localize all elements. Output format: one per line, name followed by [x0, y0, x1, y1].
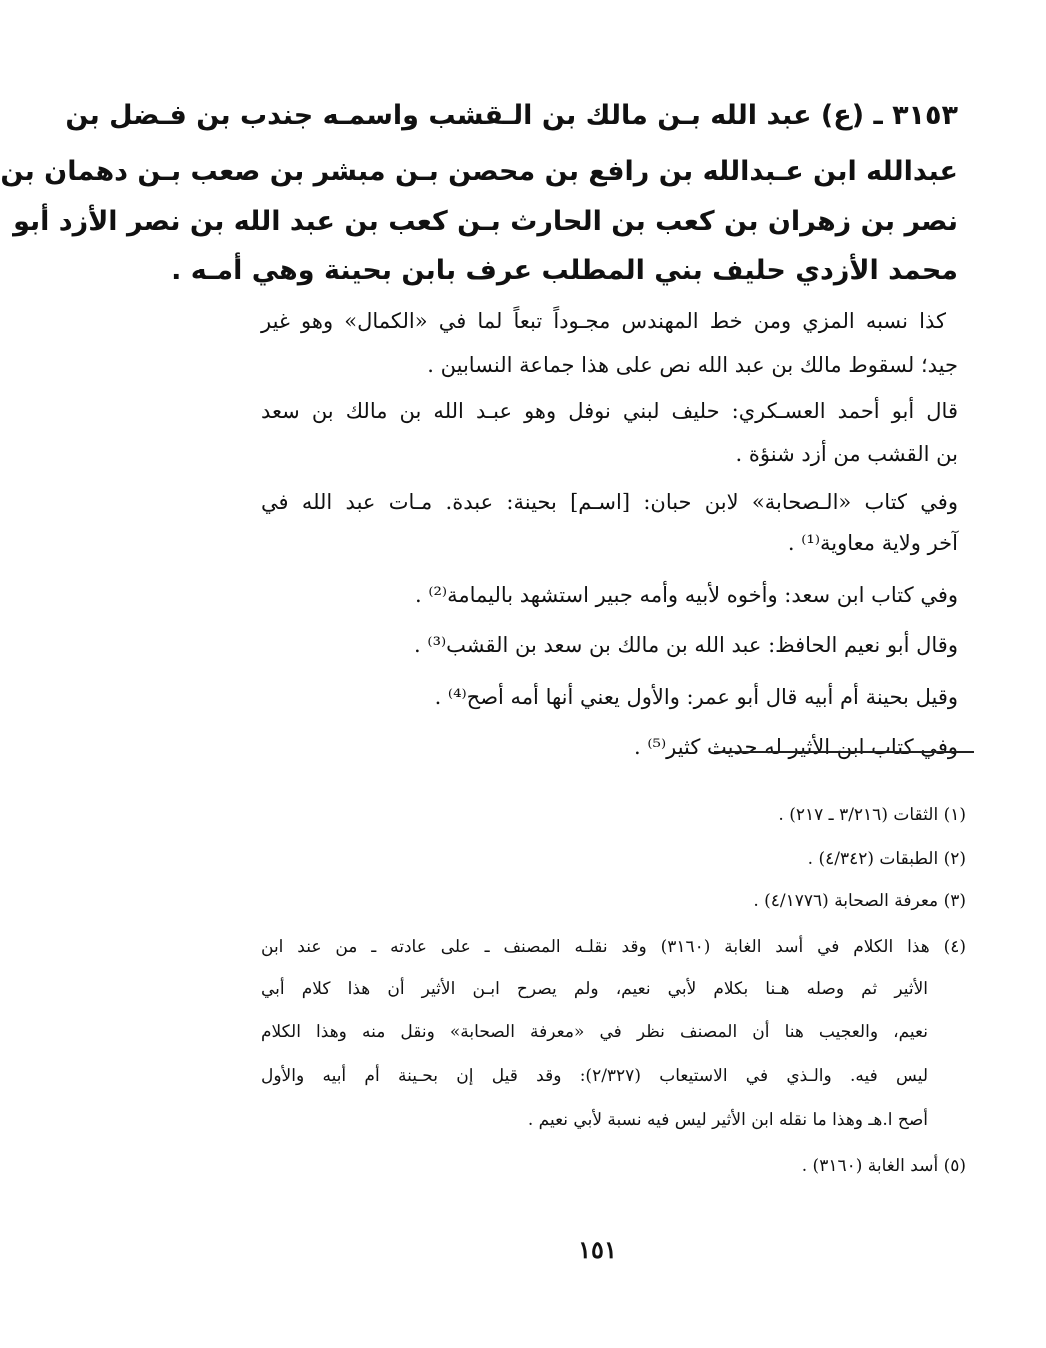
footnote-line: (٢) الطبقات (٤/٣٤٢) .	[807, 849, 966, 869]
paragraph-line: كذا نسبه المزي ومن خط المهندس مجـوداً تبعاً لما في «الكمال» وهو غير	[261, 309, 946, 333]
heading-line: محمد الأزدي حليف بني المطلب عرف بابن بحينة وهي أمـه .	[171, 255, 958, 286]
footnote-line: نعيم، والعجيب هنا أن المصنف نظر في «معرفة الصحابة» ونقل منه وهذا الكلام	[261, 1022, 928, 1042]
heading-line: عبدالله ابن عـبدالله بن رافع بن محصن بـن مبشر بن صعب بـن دهمان بن	[0, 156, 958, 187]
paragraph-line: وفي كتاب ابن سعد: وأخوه لأبيه وأمه جبير استشهد باليمامة⁽²⁾ .	[414, 583, 958, 607]
paragraph-line: آخر ولاية معاوية⁽¹⁾ .	[787, 531, 958, 555]
footnote-line: الأثير ثم وصله هـنا بكلام لأبي نعيم، ولم يصرح ابـن الأثير أن هذا كلام أبي	[261, 979, 928, 999]
paragraph-line: وقال أبو نعيم الحافظ: عبد الله بن مالك بن سعد بن القشب⁽³⁾ .	[414, 633, 958, 657]
paragraph-line: وفي كتاب «الـصحابة» لابن حبان: [اسـم] بحينة: عبدة. مـات عبد الله في	[261, 490, 958, 514]
paragraph-line: قال أبو أحمد العسـكري: حليف لبني نوفل وهو عبـد الله بن مالك بن سعد	[261, 399, 958, 423]
footnote-line: ليس فيه. والـذي في الاستيعاب (٢/٣٢٧): وقد قيل إن بحـينة أم أبيه والأول	[261, 1066, 928, 1086]
heading-line: ٣١٥٣ ـ (ع) عبد الله بـن مالك بن الـقشب واسمـه جندب بن فـضل بن	[65, 100, 958, 131]
paragraph-line: وقيل بحينة أم أبيه قال أبو عمر: والأول يعني أنها أمه أصح⁽⁴⁾ .	[434, 685, 958, 709]
footnote-separator	[714, 751, 974, 753]
footnote-line: (٥) أسد الغابة (٣١٦٠) .	[801, 1156, 966, 1176]
footnote-line: (١) الثقات (٣/٢١٦ ـ ٢١٧) .	[778, 805, 966, 825]
footnote-line: (٣) معرفة الصحابة (٤/١٧٧٦) .	[753, 891, 966, 911]
footnote-line: (٤) هذا الكلام في أسد الغابة (٣١٦٠) وقد نقلـه المصنف ـ على عادته ـ من عند ابن	[261, 937, 967, 957]
page-number: ١٥١	[578, 1235, 617, 1264]
paragraph-line: وفي كتاب ابن الأثير له حديث كثير⁽⁵⁾ .	[634, 735, 958, 759]
footnote-line: أصح ا.هـ وهذا ما نقله ابن الأثير ليس فيه نسبة لأبي نعيم .	[527, 1110, 928, 1130]
paragraph-line: جيد؛ لسقوط مالك بن عبد الله نص على هذا جماعة النسابين .	[427, 353, 958, 377]
heading-line: نصر بن زهران بن كعب بن الحارث بـن كعب بن عبد الله بن نصر الأزد أبو	[13, 206, 958, 237]
paragraph-line: بن القشب من أزد شنؤة .	[735, 442, 958, 466]
